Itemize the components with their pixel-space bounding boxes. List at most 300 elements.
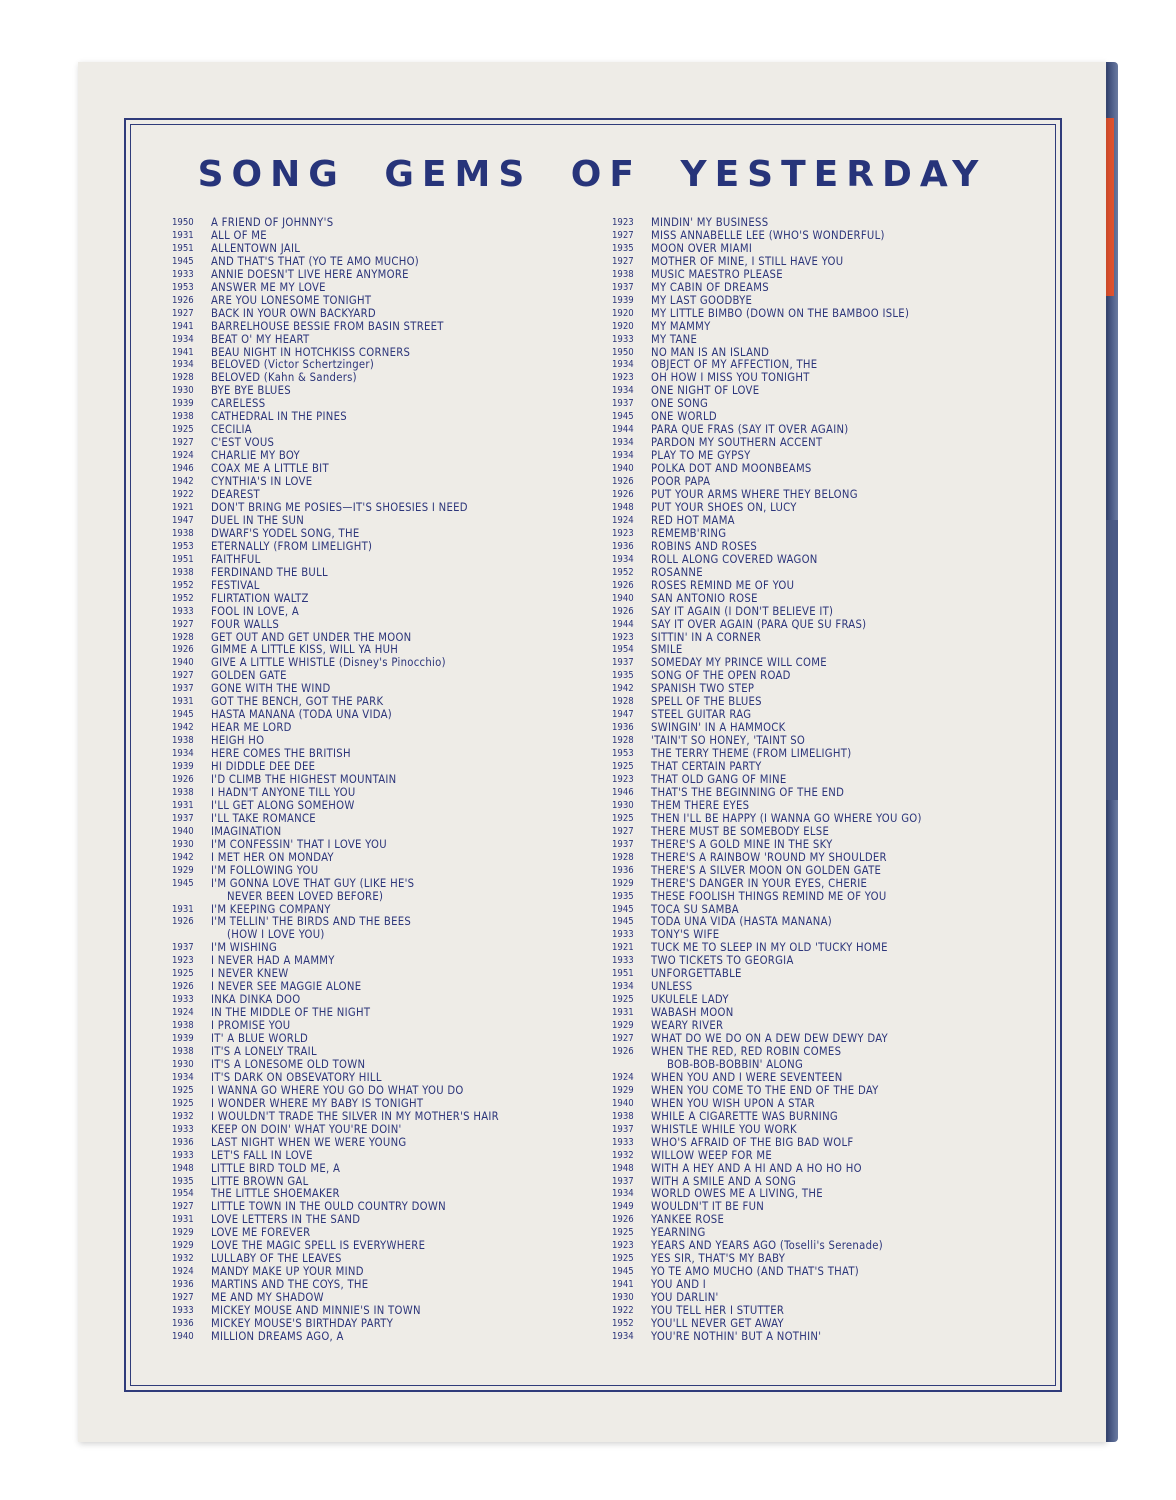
song-entry xyxy=(172,282,602,295)
song-year: 1924 xyxy=(612,1071,634,1083)
song-year: 1936 xyxy=(612,540,634,552)
song-year: 1938 xyxy=(172,1046,194,1057)
song-title: UNLESS xyxy=(651,980,693,994)
song-title: BEAU NIGHT IN HOTCHKISS CORNERS xyxy=(211,345,411,359)
song-title: ONE SONG xyxy=(651,397,709,411)
song-title: GIMME A LITTLE KISS, WILL YA HUH xyxy=(211,643,399,657)
song-year: 1927 xyxy=(172,670,194,682)
song-year: 1929 xyxy=(612,877,634,889)
song-entry xyxy=(172,1163,602,1176)
song-year: 1939 xyxy=(172,761,194,773)
song-entry xyxy=(172,839,602,852)
song-entry xyxy=(612,567,1012,580)
song-year: 1927 xyxy=(612,229,634,241)
song-title: WHO'S AFRAID OF THE BIG BAD WOLF xyxy=(651,1135,854,1149)
song-title: GIVE A LITTLE WHISTLE (Disney's Pinocchio) xyxy=(211,656,446,670)
song-title: CARELESS xyxy=(211,397,266,411)
song-title: HEAR ME LORD xyxy=(211,721,292,735)
song-year: 1925 xyxy=(172,424,194,436)
song-title: CYNTHIA'S IN LOVE xyxy=(211,475,313,489)
song-year: 1925 xyxy=(172,968,194,980)
song-year: 1934 xyxy=(612,553,634,565)
song-year: 1926 xyxy=(612,476,634,488)
song-entry xyxy=(172,269,602,282)
song-year: 1922 xyxy=(172,489,194,501)
song-entry xyxy=(612,243,1012,256)
song-year: 1933 xyxy=(172,994,194,1006)
song-entry xyxy=(172,334,602,347)
song-year: 1928 xyxy=(612,735,634,747)
song-title: LITTE BROWN GAL xyxy=(211,1174,309,1188)
song-entry xyxy=(612,217,1012,230)
song-year: 1939 xyxy=(172,398,194,410)
song-title: YOU TELL HER I STUTTER xyxy=(651,1304,785,1318)
song-title: LULLABY OF THE LEAVES xyxy=(211,1252,342,1266)
song-year: 1925 xyxy=(612,1227,634,1239)
song-year: 1931 xyxy=(172,799,194,811)
song-year: 1930 xyxy=(172,1058,194,1070)
song-entry xyxy=(612,606,1012,619)
song-title: PUT YOUR SHOES ON, LUCY xyxy=(651,500,797,514)
song-title: ME AND MY SHADOW xyxy=(211,1291,324,1305)
song-title: GOLDEN GATE xyxy=(211,669,287,683)
song-entry xyxy=(612,839,1012,852)
song-entry xyxy=(612,865,1012,878)
song-year: 1948 xyxy=(612,1162,634,1174)
song-title: NO MAN IS AN ISLAND xyxy=(651,345,770,359)
song-title: BELOVED (Kahn & Sanders) xyxy=(211,371,357,385)
song-entry xyxy=(172,826,602,839)
song-title: YOU DARLIN' xyxy=(651,1291,719,1305)
song-title: DON'T BRING ME POSIES—IT'S SHOESIES I NEED xyxy=(211,500,468,514)
song-year: 1948 xyxy=(172,1162,194,1174)
song-title: LET'S FALL IN LOVE xyxy=(211,1148,313,1162)
song-entry xyxy=(172,891,602,904)
song-title: WHEN YOU COME TO THE END OF THE DAY xyxy=(651,1083,879,1097)
song-title: ROSANNE xyxy=(651,565,703,579)
song-title: I WONDER WHERE MY BABY IS TONIGHT xyxy=(211,1096,424,1110)
song-title: ROLL ALONG COVERED WAGON xyxy=(651,552,818,566)
song-year: 1927 xyxy=(612,255,634,267)
song-year: 1937 xyxy=(612,398,634,410)
song-title: MANDY MAKE UP YOUR MIND xyxy=(211,1265,364,1279)
song-year: 1941 xyxy=(612,1279,634,1291)
song-year: 1947 xyxy=(612,709,634,721)
song-title: THERE'S DANGER IN YOUR EYES, CHERIE xyxy=(651,876,868,890)
song-title: SPELL OF THE BLUES xyxy=(651,695,762,709)
song-year: 1930 xyxy=(172,385,194,397)
song-year: 1926 xyxy=(172,981,194,993)
song-year: 1927 xyxy=(172,437,194,449)
song-title: FOOL IN LOVE, A xyxy=(211,604,300,618)
song-year: 1934 xyxy=(172,333,194,345)
song-year: 1932 xyxy=(172,1110,194,1122)
song-year: 1937 xyxy=(172,812,194,824)
song-entry xyxy=(612,891,1012,904)
song-year: 1936 xyxy=(612,722,634,734)
song-title: MISS ANNABELLE LEE (WHO'S WONDERFUL) xyxy=(651,228,885,242)
song-title: I'LL GET ALONG SOMEHOW xyxy=(211,798,355,812)
song-title: WITH A HEY AND A HI AND A HO HO HO xyxy=(651,1161,862,1175)
song-entry xyxy=(612,787,1012,800)
song-entry xyxy=(172,217,602,230)
song-year: 1938 xyxy=(172,1020,194,1032)
song-entry xyxy=(172,1072,602,1085)
song-year: 1935 xyxy=(612,242,634,254)
song-title: I NEVER SEE MAGGIE ALONE xyxy=(211,980,362,994)
song-year: 1925 xyxy=(172,1097,194,1109)
song-year: 1953 xyxy=(612,748,634,760)
song-year: 1934 xyxy=(612,450,634,462)
song-year: 1929 xyxy=(612,1020,634,1032)
song-title: SAY IT OVER AGAIN (PARA QUE SU FRAS) xyxy=(651,617,867,631)
song-title: STEEL GUITAR RAG xyxy=(651,708,752,722)
song-year: 1938 xyxy=(612,1110,634,1122)
song-year: 1942 xyxy=(172,851,194,863)
song-title: I'D CLIMB THE HIGHEST MOUNTAIN xyxy=(211,772,397,786)
song-title: FERDINAND THE BULL xyxy=(211,565,328,579)
song-title: SAY IT AGAIN (I DON'T BELIEVE IT) xyxy=(651,604,834,618)
song-title: ROBINS AND ROSES xyxy=(651,539,758,553)
song-year: 1934 xyxy=(172,1071,194,1083)
song-title: TOCA SU SAMBA xyxy=(651,902,739,916)
song-title: IN THE MIDDLE OF THE NIGHT xyxy=(211,1006,371,1020)
song-year: 1921 xyxy=(612,942,634,954)
song-year: 1940 xyxy=(172,1330,194,1342)
song-entry xyxy=(172,1124,602,1137)
song-year: 1934 xyxy=(612,385,634,397)
song-entry xyxy=(612,813,1012,826)
song-entry xyxy=(172,619,602,632)
song-title: MILLION DREAMS AGO, A xyxy=(211,1329,344,1343)
song-title: MY TANE xyxy=(651,332,698,346)
song-year: 1934 xyxy=(612,1188,634,1200)
song-title: IT' A BLUE WORLD xyxy=(211,1032,309,1046)
song-year: 1940 xyxy=(172,657,194,669)
song-title: YO TE AMO MUCHO (AND THAT'S THAT) xyxy=(651,1265,860,1279)
song-title: SAN ANTONIO ROSE xyxy=(651,591,758,605)
song-entry xyxy=(172,878,602,891)
song-title: HASTA MANANA (TODA UNA VIDA) xyxy=(211,708,393,722)
song-title: LITTLE BIRD TOLD ME, A xyxy=(211,1161,341,1175)
song-title: FAITHFUL xyxy=(211,552,261,566)
song-title: MICKEY MOUSE'S BIRTHDAY PARTY xyxy=(211,1317,394,1331)
song-title: MY CABIN OF DREAMS xyxy=(651,280,769,294)
song-year: 1952 xyxy=(172,579,194,591)
song-title: PLAY TO ME GYPSY xyxy=(651,449,751,463)
song-entry xyxy=(612,1150,1012,1163)
song-title: PUT YOUR ARMS WHERE THEY BELONG xyxy=(651,488,858,502)
song-title: TUCK ME TO SLEEP IN MY OLD 'TUCKY HOME xyxy=(651,941,888,955)
song-title: UKULELE LADY xyxy=(651,993,729,1007)
song-entry xyxy=(612,593,1012,606)
song-entry xyxy=(612,852,1012,865)
song-title: ALL OF ME xyxy=(211,228,267,242)
song-entry xyxy=(172,554,602,567)
song-title: SONG OF THE OPEN ROAD xyxy=(651,669,791,683)
song-year: 1941 xyxy=(172,320,194,332)
song-title: TWO TICKETS TO GEORGIA xyxy=(651,954,794,968)
song-entry xyxy=(612,541,1012,554)
song-list-left xyxy=(172,217,602,1344)
song-year: 1938 xyxy=(172,411,194,423)
song-entry xyxy=(172,852,602,865)
song-title: LOVE LETTERS IN THE SAND xyxy=(211,1213,361,1227)
song-year: 1937 xyxy=(612,281,634,293)
song-title: BOB-BOB-BOBBIN' ALONG xyxy=(667,1057,804,1071)
song-title: I'M WISHING xyxy=(211,941,278,955)
song-entry xyxy=(172,502,602,515)
song-year: 1944 xyxy=(612,424,634,436)
song-entry xyxy=(612,230,1012,243)
song-year: 1923 xyxy=(612,631,634,643)
song-year: 1937 xyxy=(612,1123,634,1135)
song-year: 1929 xyxy=(612,1084,634,1096)
song-entry xyxy=(172,1150,602,1163)
song-year: 1925 xyxy=(172,1084,194,1096)
song-entry xyxy=(612,1331,1012,1344)
song-title: PARA QUE FRAS (SAY IT OVER AGAIN) xyxy=(651,423,849,437)
song-entry xyxy=(612,1072,1012,1085)
song-year: 1934 xyxy=(612,359,634,371)
song-title: IT'S DARK ON OBSEVATORY HILL xyxy=(211,1070,382,1084)
song-entry xyxy=(172,256,602,269)
song-year: 1954 xyxy=(612,644,634,656)
song-year: 1934 xyxy=(172,748,194,760)
song-title: I'M GONNA LOVE THAT GUY (LIKE HE'S xyxy=(211,876,415,890)
song-entry xyxy=(172,1111,602,1124)
song-year: 1933 xyxy=(612,955,634,967)
song-year: 1933 xyxy=(612,1136,634,1148)
song-title: ONE WORLD xyxy=(651,410,717,424)
song-year: 1926 xyxy=(612,1046,634,1057)
song-year: 1927 xyxy=(172,618,194,630)
song-title: I WOULDN'T TRADE THE SILVER IN MY MOTHER'S HAIR xyxy=(211,1109,499,1123)
song-title: BARRELHOUSE BESSIE FROM BASIN STREET xyxy=(211,319,444,333)
song-title: THAT OLD GANG OF MINE xyxy=(651,772,787,786)
song-title: I MET HER ON MONDAY xyxy=(211,850,334,864)
song-year: 1947 xyxy=(172,514,194,526)
song-title: THERE MUST BE SOMEBODY ELSE xyxy=(651,824,830,838)
song-title: HEIGH HO xyxy=(211,734,265,748)
song-entry xyxy=(172,308,602,321)
song-year: 1950 xyxy=(172,217,194,228)
song-year: 1937 xyxy=(612,1175,634,1187)
song-year: 1953 xyxy=(172,540,194,552)
song-entry xyxy=(172,787,602,800)
song-year: 1936 xyxy=(612,864,634,876)
song-entry xyxy=(612,1085,1012,1098)
song-entry xyxy=(172,1331,602,1344)
song-year: 1924 xyxy=(172,450,194,462)
song-year: 1920 xyxy=(612,307,634,319)
song-year: 1927 xyxy=(612,825,634,837)
song-year: 1932 xyxy=(172,1253,194,1265)
song-year: 1923 xyxy=(612,217,634,228)
song-title: I'M TELLIN' THE BIRDS AND THE BEES xyxy=(211,915,412,929)
song-title: YOU'RE NOTHIN' BUT A NOTHIN' xyxy=(651,1329,822,1343)
song-year: 1954 xyxy=(172,1188,194,1200)
song-year: 1934 xyxy=(172,359,194,371)
song-title: YANKEE ROSE xyxy=(651,1213,725,1227)
song-year: 1923 xyxy=(612,527,634,539)
song-year: 1926 xyxy=(172,294,194,306)
song-year xyxy=(612,1059,651,1072)
song-title: GET OUT AND GET UNDER THE MOON xyxy=(211,630,412,644)
song-title: BEAT O' MY HEART xyxy=(211,332,310,346)
song-title: DUEL IN THE SUN xyxy=(211,513,305,527)
song-year: 1927 xyxy=(172,1201,194,1213)
song-year: 1921 xyxy=(172,501,194,513)
song-title: MINDIN' MY BUSINESS xyxy=(651,216,769,229)
song-title: DEAREST xyxy=(211,488,260,502)
song-year: 1945 xyxy=(612,1266,634,1278)
song-title: WOULDN'T IT BE FUN xyxy=(651,1200,765,1214)
song-year: 1930 xyxy=(612,1292,634,1304)
song-year: 1931 xyxy=(172,903,194,915)
song-year: 1926 xyxy=(612,1214,634,1226)
song-entry xyxy=(612,878,1012,891)
song-entry xyxy=(172,1059,602,1072)
song-year: 1931 xyxy=(172,696,194,708)
song-year: 1935 xyxy=(612,890,634,902)
song-year: 1933 xyxy=(612,929,634,941)
song-title: I NEVER KNEW xyxy=(211,967,289,981)
song-year: 1922 xyxy=(612,1305,634,1317)
song-title: I PROMISE YOU xyxy=(211,1019,291,1033)
song-title: DWARF'S YODEL SONG, THE xyxy=(211,526,360,540)
song-year: 1929 xyxy=(172,864,194,876)
song-title: (HOW I LOVE YOU) xyxy=(227,928,325,942)
song-title: THAT CERTAIN PARTY xyxy=(651,760,762,774)
song-title: SPANISH TWO STEP xyxy=(651,682,755,696)
song-year: 1928 xyxy=(612,851,634,863)
song-entry xyxy=(612,528,1012,541)
song-title: THERE'S A RAINBOW 'ROUND MY SHOULDER xyxy=(651,850,887,864)
song-title: WILLOW WEEP FOR ME xyxy=(651,1148,773,1162)
song-entry xyxy=(612,282,1012,295)
song-title: MOTHER OF MINE, I STILL HAVE YOU xyxy=(651,254,844,268)
song-year: 1946 xyxy=(172,463,194,475)
song-title: I HADN'T ANYONE TILL YOU xyxy=(211,785,356,799)
song-year: 1933 xyxy=(172,1149,194,1161)
song-year: 1934 xyxy=(612,1330,634,1342)
song-year: 1945 xyxy=(172,877,194,889)
song-title: I WANNA GO WHERE YOU GO DO WHAT YOU DO xyxy=(211,1083,464,1097)
song-title: MY LITTLE BIMBO (DOWN ON THE BAMBOO ISLE) xyxy=(651,306,910,320)
song-year: 1927 xyxy=(612,1033,634,1045)
song-year: 1927 xyxy=(172,307,194,319)
song-title: MY MAMMY xyxy=(651,319,711,333)
song-year: 1938 xyxy=(172,786,194,798)
song-entry xyxy=(172,593,602,606)
song-title: MUSIC MAESTRO PLEASE xyxy=(651,267,783,281)
song-title: BACK IN YOUR OWN BACKYARD xyxy=(211,306,376,320)
song-year: 1940 xyxy=(172,825,194,837)
song-title: ANNIE DOESN'T LIVE HERE ANYMORE xyxy=(211,267,409,281)
song-title: SITTIN' IN A CORNER xyxy=(651,630,762,644)
song-year: 1952 xyxy=(612,1318,634,1330)
song-title: YOU'LL NEVER GET AWAY xyxy=(651,1317,784,1331)
song-title: IMAGINATION xyxy=(211,824,282,838)
song-title: PARDON MY SOUTHERN ACCENT xyxy=(651,436,823,450)
song-title: NEVER BEEN LOVED BEFORE) xyxy=(227,889,384,903)
song-year: 1933 xyxy=(172,605,194,617)
song-year: 1923 xyxy=(612,1240,634,1252)
song-title: LITTLE TOWN IN THE OULD COUNTRY DOWN xyxy=(211,1200,446,1214)
song-title: THE TERRY THEME (FROM LIMELIGHT) xyxy=(651,747,852,761)
song-year: 1936 xyxy=(172,1279,194,1291)
song-title: ARE YOU LONESOME TONIGHT xyxy=(211,293,372,307)
song-entry xyxy=(172,1098,602,1111)
song-title: YEARNING xyxy=(651,1226,706,1240)
song-year: 1924 xyxy=(172,1007,194,1019)
song-entry xyxy=(612,502,1012,515)
song-year: 1931 xyxy=(612,1007,634,1019)
song-title: KEEP ON DOIN' WHAT YOU'RE DOIN' xyxy=(211,1122,402,1136)
song-title: IT'S A LONESOME OLD TOWN xyxy=(211,1057,366,1071)
song-title: I'M KEEPING COMPANY xyxy=(211,902,331,916)
song-title: THERE'S A SILVER MOON ON GOLDEN GATE xyxy=(651,863,882,877)
song-entry xyxy=(172,295,602,308)
song-title: WITH A SMILE AND A SONG xyxy=(651,1174,797,1188)
song-entry xyxy=(612,256,1012,269)
song-entry xyxy=(612,619,1012,632)
song-year: 1939 xyxy=(172,1033,194,1045)
song-year: 1940 xyxy=(612,592,634,604)
song-title: MARTINS AND THE COYS, THE xyxy=(211,1278,369,1292)
song-year: 1933 xyxy=(172,1123,194,1135)
song-entry xyxy=(172,800,602,813)
song-year: 1926 xyxy=(172,644,194,656)
song-title: LOVE ME FOREVER xyxy=(211,1226,311,1240)
song-title: BYE BYE BLUES xyxy=(211,384,291,398)
song-entry xyxy=(172,1046,602,1059)
song-entry xyxy=(612,1098,1012,1111)
song-year: 1923 xyxy=(612,372,634,384)
song-year: 1939 xyxy=(612,294,634,306)
song-title: SOMEDAY MY PRINCE WILL COME xyxy=(651,656,827,670)
song-year: 1924 xyxy=(172,1266,194,1278)
song-entry xyxy=(612,1059,1012,1072)
song-entry xyxy=(172,1137,602,1150)
song-entry xyxy=(172,813,602,826)
song-title: POLKA DOT AND MOONBEAMS xyxy=(651,462,812,476)
song-entry xyxy=(612,580,1012,593)
song-entry xyxy=(612,554,1012,567)
song-year: 1923 xyxy=(172,955,194,967)
song-title: WHEN YOU WISH UPON A STAR xyxy=(651,1096,815,1110)
song-year: 1950 xyxy=(612,346,634,358)
song-entry xyxy=(172,243,602,256)
song-title: I'LL TAKE ROMANCE xyxy=(211,811,316,825)
song-entry xyxy=(172,774,602,787)
song-year: 1929 xyxy=(172,1240,194,1252)
song-title: GOT THE BENCH, GOT THE PARK xyxy=(211,695,384,709)
song-title: MY LAST GOODBYE xyxy=(651,293,753,307)
song-entry xyxy=(612,1046,1012,1059)
song-title: HERE COMES THE BRITISH xyxy=(211,747,351,761)
song-title: THAT'S THE BEGINNING OF THE END xyxy=(651,785,845,799)
song-title: HI DIDDLE DEE DEE xyxy=(211,760,316,774)
song-title: CHARLIE MY BOY xyxy=(211,449,300,463)
song-title: THERE'S A GOLD MINE IN THE SKY xyxy=(651,837,833,851)
song-entry xyxy=(612,1137,1012,1150)
song-entry xyxy=(612,269,1012,282)
song-year: 1925 xyxy=(612,761,634,773)
song-year: 1932 xyxy=(612,1149,634,1161)
song-year: 1926 xyxy=(612,579,634,591)
